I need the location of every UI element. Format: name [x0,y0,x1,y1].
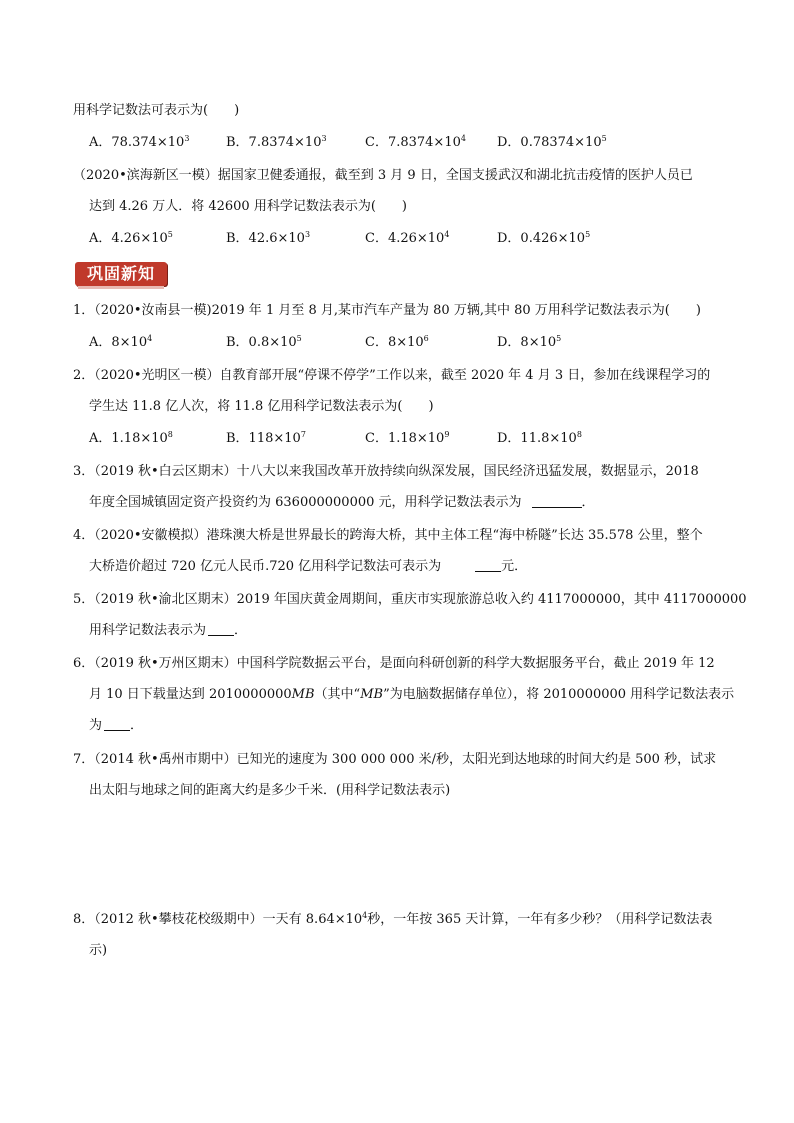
question-8-line2: 示) [89,943,108,958]
question-6-line2: 月 10 日下载量达到 2010000000MB（其中“MB”为电脑数据储存单位），将 2010000000 用科学记数法表示 [89,687,735,702]
option-c: C．$1.18\times 10^9$ [365,430,450,446]
option-c: C．$4.26\times 10^4$ [365,230,450,246]
answer-blank[interactable] [208,621,234,636]
option-b: B．$118\times 10^7$ [226,430,306,446]
question-3-line2: 年度全国城镇固定资产投资约为 636000000000 元，用科学记数法表示为 ． [89,495,595,510]
option-a: A．$4.26\times 10^5$ [89,230,173,246]
question-4-line2: 大桥造价超过 720 亿元人民币.720 亿用科学记数法可表示为 元． [89,559,528,574]
option-b: B．$7.8374\times 10^3$ [226,134,327,150]
answer-blank[interactable] [475,557,501,572]
question-binhai-line1: （2020•滨海新区一模）据国家卫健委通报，截至到 3 月 9 日，全国支援武汉和湖北抗击疫情的医护人员已 [73,168,693,183]
prev-question-options [89,133,729,153]
question-5-line2: 用科学记数法表示为 ． [89,623,248,638]
question-2-options [89,429,729,449]
question-4-line1: 4．（2020•安徽模拟）港珠澳大桥是世界最长的跨海大桥，其中主体工程“海中桥隧”长达 35.578 公里，整个 [73,528,703,543]
section-title-badge: 巩固新知 [75,262,167,286]
option-d: D．$0.78374\times 10^5$ [497,134,607,150]
question-7-line1: 7．（2014 秋•禹州市期中）已知光的速度为 300 000 000 米/秒，太阳光到达地球的时间大约是 500 秒，试求 [73,752,717,767]
prev-question-tail: 用科学记数法可表示为( ) [73,103,240,118]
answer-blank[interactable] [532,493,582,508]
question-5-line1: 5．（2019 秋•渝北区期末）2019 年国庆黄金周期间，重庆市实现旅游总收入约 4117000000，其中 4117000000 [73,592,747,607]
option-d: D．$0.426\times 10^5$ [497,230,591,246]
question-2-line1: 2．（2020•光明区一模）自教育部开展“停课不停学”工作以来，截至 2020 年 4 月 3 日，参加在线课程学习的 [73,368,711,383]
option-b: B．$42.6\times 10^3$ [226,230,311,246]
question-binhai-options [89,229,729,249]
option-b: B．$0.8\times 10^5$ [226,334,302,350]
question-8-line1: 8．（2012 秋•攀枝花校级期中）一天有 $8.64\times 10^4$秒，一年按 365 天计算，一年有多少秒？（用科学记数法表 [73,911,713,927]
option-c: C．$8\times 10^6$ [365,334,429,350]
option-d: D．$11.8\times 10^8$ [497,430,582,446]
question-2-line2: 学生达 11.8 亿人次，将 11.8 亿用科学记数法表示为( ) [89,399,434,414]
option-c: C．$7.8374\times 10^4$ [365,134,466,150]
question-3-line1: 3．（2019 秋•白云区期末）十八大以来我国改革开放持续向纵深发展，国民经济迅猛发展，数据显示，2018 [73,464,699,479]
question-1-options [89,333,729,353]
question-6-line1: 6．（2019 秋•万州区期末）中国科学院数据云平台，是面向科研创新的科学大数据服务平台，截止 2019 年 12 [73,656,715,671]
question-1-line1: 1．（2020•汝南县一模)2019 年 1 月至 8 月,某市汽车产量为 80 万辆,其中 80 万用科学记数法表示为( ) [73,303,701,318]
option-d: D．$8\times 10^5$ [497,334,562,350]
question-binhai-line2: 达到 4.26 万人．将 42600 用科学记数法表示为( ) [89,199,407,214]
option-a: A．$78.374\times 10^3$ [89,134,190,150]
option-a: A．$8\times 10^4$ [89,334,153,350]
question-6-line3: 为 ． [89,718,144,733]
question-7-line2: 出太阳与地球之间的距离大约是多少千米．(用科学记数法表示) [89,783,451,798]
answer-blank[interactable] [104,716,130,731]
option-a: A．$1.18\times 10^8$ [89,430,173,446]
